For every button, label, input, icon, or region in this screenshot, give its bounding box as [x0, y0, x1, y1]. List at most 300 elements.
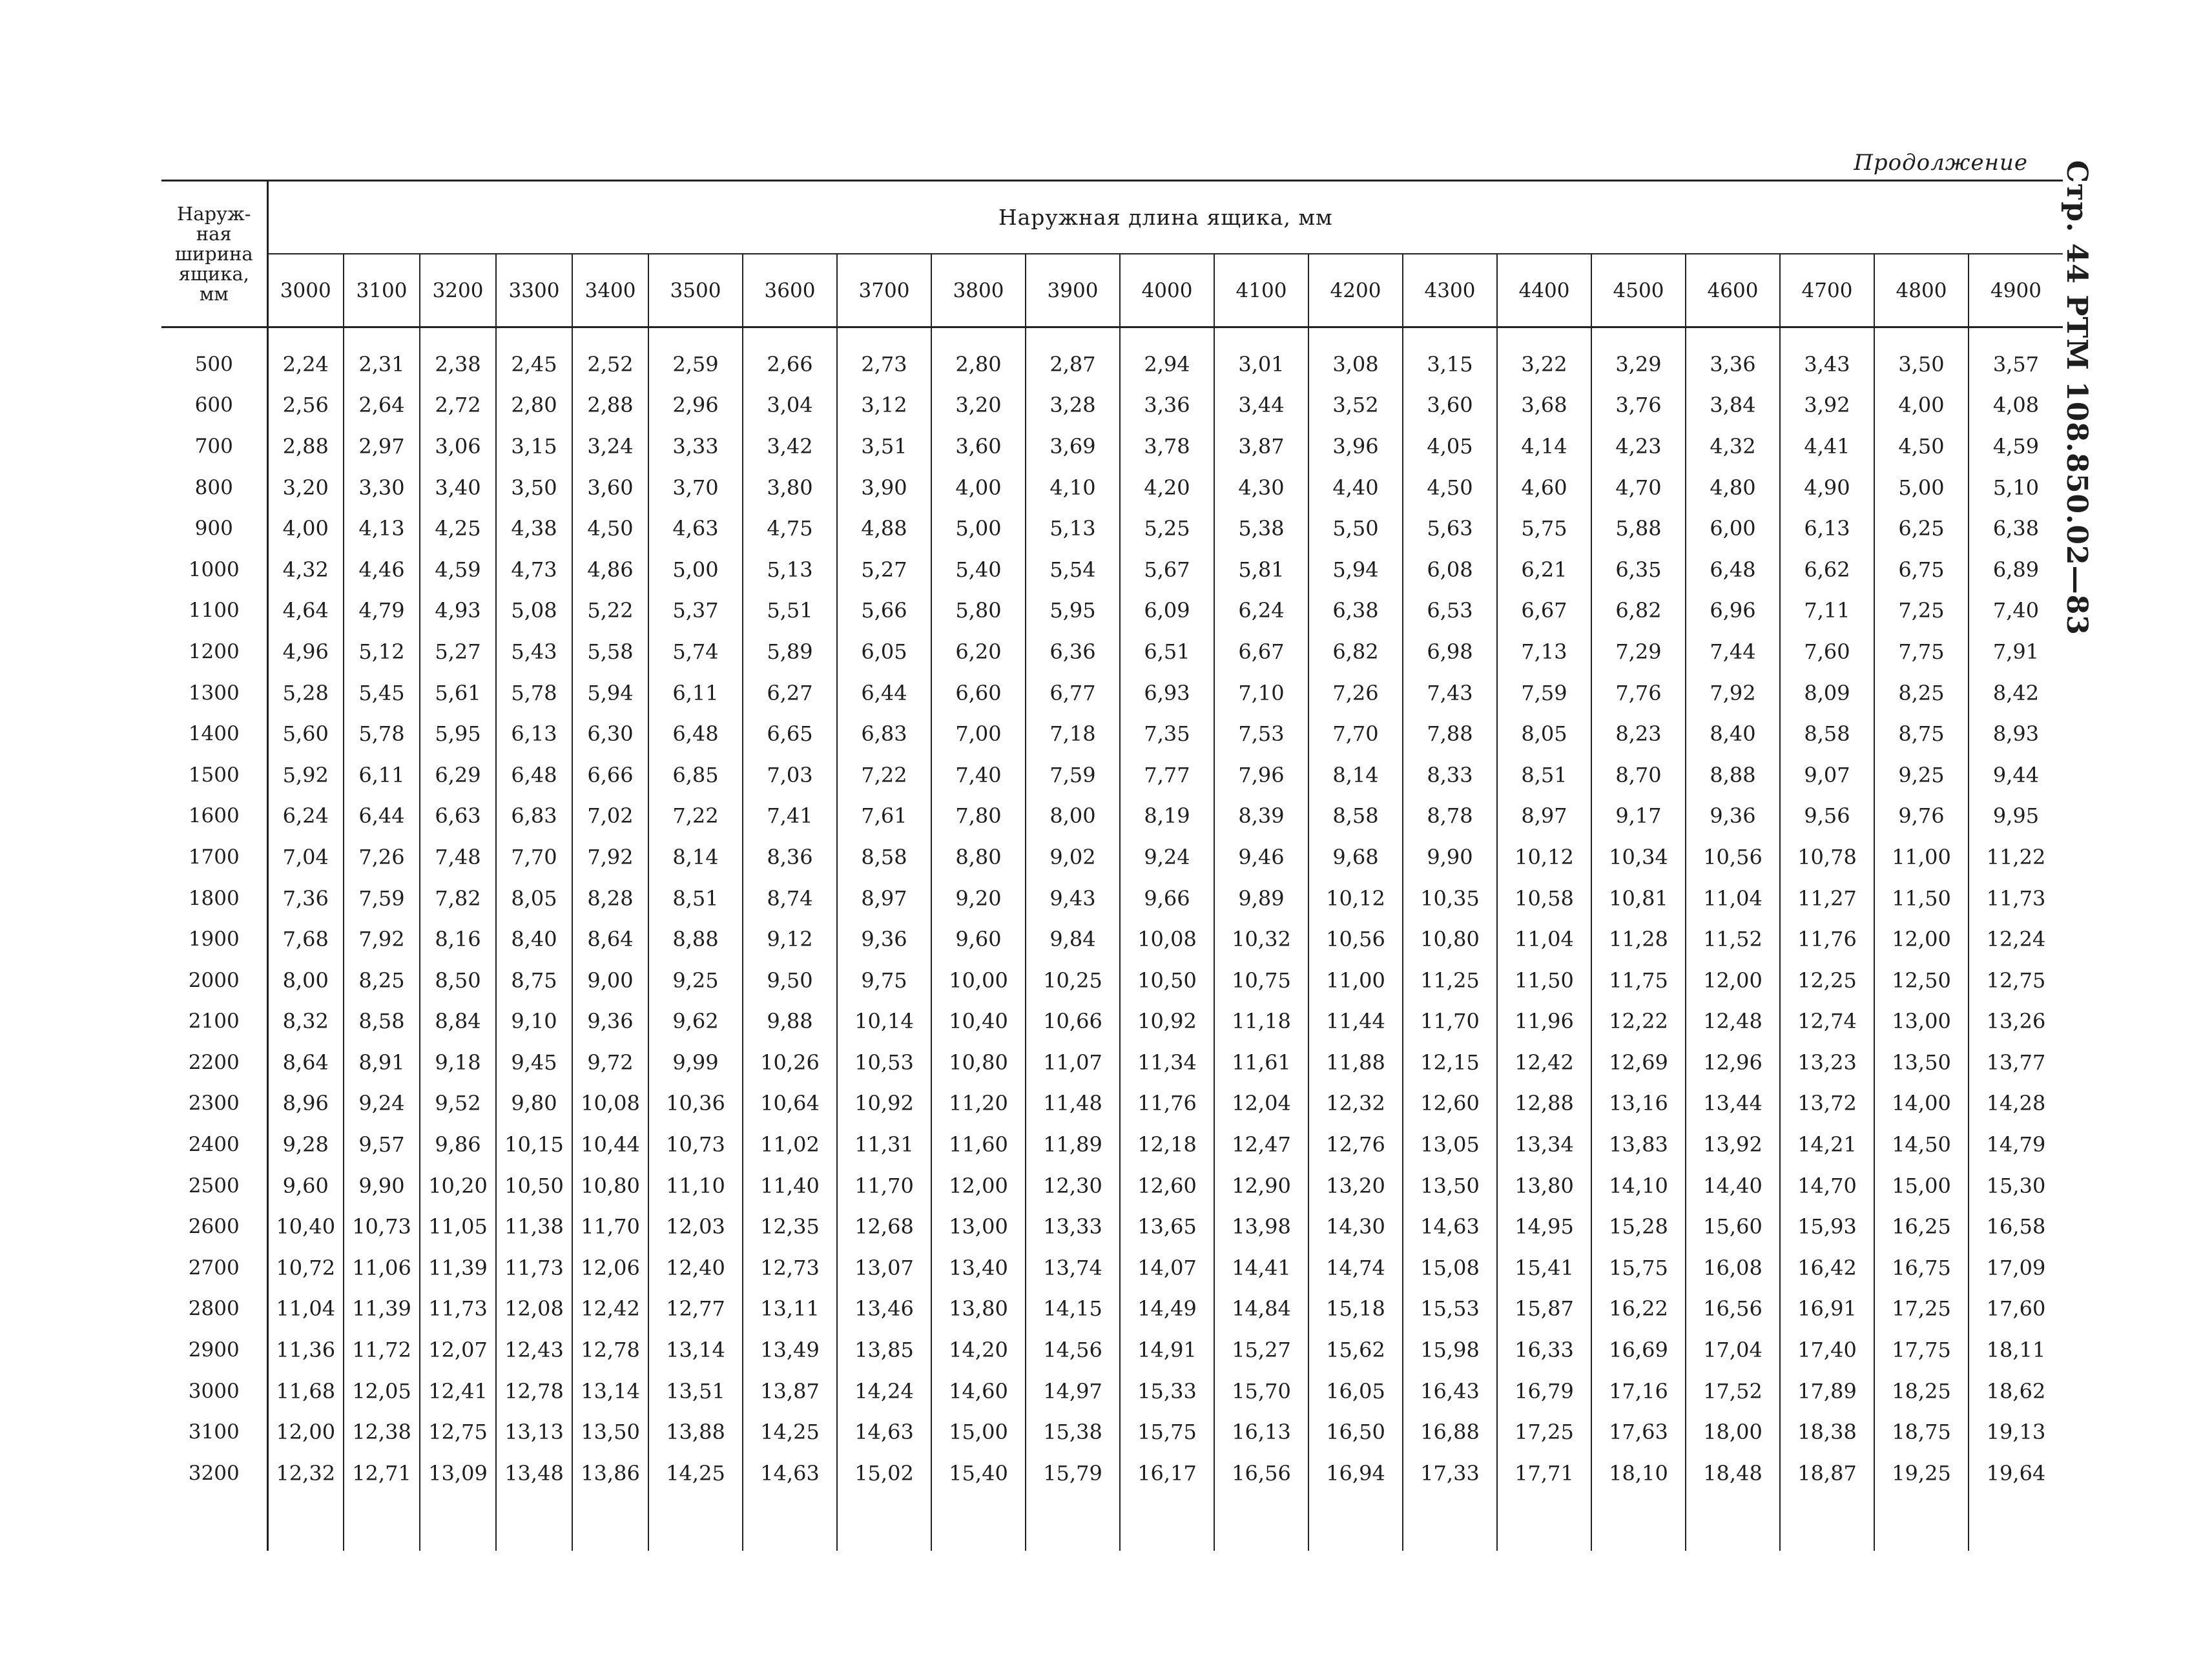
table-cell: 3,78: [1120, 426, 1214, 467]
table-cell: 16,43: [1403, 1371, 1497, 1412]
table-cell: 14,49: [1120, 1289, 1214, 1330]
table-cell: 13,05: [1403, 1124, 1497, 1165]
table-cell: 4,38: [496, 508, 572, 549]
table-cell: 9,44: [1992, 762, 2040, 787]
column-header: 3400: [572, 254, 648, 327]
table-cell: 7,82: [420, 878, 496, 919]
table-cell: 11,75: [1591, 960, 1686, 1001]
table-row: [161, 1206, 2063, 1247]
table-cell: 16,58: [1986, 1214, 2046, 1239]
table-cell: 8,00: [267, 960, 344, 1001]
table-cell: 8,33: [1403, 754, 1497, 796]
table-cell: 5,00: [931, 508, 1026, 549]
table-cell: 15,53: [1403, 1289, 1497, 1330]
table-row: [161, 1042, 2063, 1083]
table-cell: 6,75: [1874, 549, 1969, 590]
table-cell: 16,17: [1120, 1453, 1214, 1494]
table-cell: 9,00: [572, 960, 648, 1001]
table-cell: 6,83: [837, 713, 931, 754]
table-cell: 8,93: [1992, 721, 2040, 747]
table-cell: 7,35: [1120, 713, 1214, 754]
table-cell: 12,68: [837, 1206, 931, 1247]
table-cell: 2,97: [344, 426, 420, 467]
table-cell: 16,42: [1780, 1247, 1874, 1289]
row-header: 2700: [161, 1247, 267, 1289]
table-cell: 13,44: [1686, 1083, 1780, 1124]
table-cell: 11,36: [267, 1329, 344, 1371]
table-cell: 13,33: [1026, 1206, 1120, 1247]
column-header-row: [161, 254, 2063, 327]
column-header: 3500: [648, 254, 743, 327]
table-cell: 6,35: [1591, 549, 1686, 590]
table-row: [161, 1411, 2063, 1453]
table-cell: 3,15: [1403, 327, 1497, 385]
table-row: [161, 754, 2063, 796]
table-cell: 11,61: [1214, 1042, 1308, 1083]
table-cell: 11,05: [420, 1206, 496, 1247]
table-cell: 18,10: [1591, 1453, 1686, 1494]
table-cell: 15,75: [1120, 1411, 1214, 1453]
table-cell: 10,15: [496, 1124, 572, 1165]
table-cell: 13,46: [837, 1289, 931, 1330]
table-cell: 8,00: [1026, 796, 1120, 837]
table-cell: 10,00: [931, 960, 1026, 1001]
table-cell: 7,48: [420, 836, 496, 878]
table-row: [161, 467, 2063, 508]
row-header: 700: [161, 426, 267, 467]
table-cell: 4,05: [1403, 426, 1497, 467]
table-cell: 11,02: [743, 1124, 837, 1165]
table-row: [161, 1247, 2063, 1289]
table-cell: 4,25: [420, 508, 496, 549]
table-cell: 7,92: [344, 918, 420, 960]
table-cell: 9,10: [496, 1001, 572, 1042]
table-cell: 12,73: [743, 1247, 837, 1289]
table-cell: 5,94: [1308, 549, 1403, 590]
table-cell: 5,88: [1591, 508, 1686, 549]
table-cell: 3,60: [572, 467, 648, 508]
table-cell: 12,18: [1120, 1124, 1214, 1165]
table-cell: 7,04: [267, 836, 344, 878]
table-cell: 13,16: [1591, 1083, 1686, 1124]
column-header: 4100: [1214, 254, 1308, 327]
table-cell: 13,87: [743, 1371, 837, 1412]
table-cell: 4,79: [344, 590, 420, 632]
column-header: 3000: [267, 254, 344, 327]
table-cell: 3,50: [496, 467, 572, 508]
column-header: 3600: [743, 254, 837, 327]
table-cell: 10,14: [837, 1001, 931, 1042]
table-cell: 10,56: [1686, 836, 1780, 878]
table-cell: 5,13: [1026, 508, 1120, 549]
table-cell: 9,28: [267, 1124, 344, 1165]
table-cell: 4,40: [1308, 467, 1403, 508]
table-cell: 10,80: [572, 1165, 648, 1207]
table-cell: 9,90: [344, 1165, 420, 1207]
table-cell: 13,85: [837, 1329, 931, 1371]
table-cell: 16,22: [1591, 1289, 1686, 1330]
table-cell: 12,75: [420, 1411, 496, 1453]
table-cell: 3,04: [743, 385, 837, 426]
table-cell: 12,04: [1214, 1083, 1308, 1124]
table-cell: 7,70: [496, 836, 572, 878]
table-cell: 11,50: [1497, 960, 1591, 1001]
table-cell: 11,76: [1780, 918, 1874, 960]
table-cell: 3,06: [420, 426, 496, 467]
table-cell: 13,65: [1120, 1206, 1214, 1247]
table-cell: 6,38: [1308, 590, 1403, 632]
table-cell: 4,88: [837, 508, 931, 549]
table-cell: 12,78: [496, 1371, 572, 1412]
row-header: 1200: [161, 631, 267, 672]
table-cell: 3,69: [1026, 426, 1120, 467]
table-cell: 12,32: [1308, 1083, 1403, 1124]
table-cell: 12,77: [648, 1289, 743, 1330]
table-cell: 13,00: [931, 1206, 1026, 1247]
table-cell: 8,50: [420, 960, 496, 1001]
table-cell: 12,43: [496, 1329, 572, 1371]
table-cell: 9,02: [1026, 836, 1120, 878]
table-cell: 7,61: [837, 796, 931, 837]
table-cell: 13,77: [1986, 1050, 2046, 1075]
table-cell: 15,18: [1308, 1289, 1403, 1330]
table-cell: 5,25: [1120, 508, 1214, 549]
table-cell: 4,46: [344, 549, 420, 590]
table-cell: 14,24: [837, 1371, 931, 1412]
table-cell: 13,49: [743, 1329, 837, 1371]
table-cell: 14,95: [1497, 1206, 1591, 1247]
table-cell: 9,72: [572, 1042, 648, 1083]
column-header: 3800: [931, 254, 1026, 327]
table-cell: 15,40: [931, 1453, 1026, 1494]
table-cell: 14,25: [648, 1453, 743, 1494]
table-cell: 12,00: [1686, 960, 1780, 1001]
table-cell: 5,13: [743, 549, 837, 590]
table-cell: 12,60: [1120, 1165, 1214, 1207]
column-header: 4800: [1874, 254, 1969, 327]
table-cell: 3,33: [648, 426, 743, 467]
table-cell: 4,75: [743, 508, 837, 549]
table-cell: 6,36: [1026, 631, 1120, 672]
table-cell: 7,25: [1874, 590, 1969, 632]
table-cell: 5,22: [572, 590, 648, 632]
table-cell: 12,90: [1214, 1165, 1308, 1207]
table-cell: 12,15: [1403, 1042, 1497, 1083]
table-cell: 12,35: [743, 1206, 837, 1247]
table-cell: 16,50: [1308, 1411, 1403, 1453]
table-cell: 10,56: [1308, 918, 1403, 960]
table-row: [161, 385, 2063, 426]
table-cell: 15,00: [1874, 1165, 1969, 1207]
table-cell: 6,77: [1026, 672, 1120, 714]
table-cell: 6,98: [1403, 631, 1497, 672]
table-cell: 7,70: [1308, 713, 1403, 754]
table-cell: 8,88: [648, 918, 743, 960]
table-cell: 16,13: [1214, 1411, 1308, 1453]
table-cell: 10,53: [837, 1042, 931, 1083]
table-cell: 8,05: [496, 878, 572, 919]
table-cell: 18,00: [1686, 1411, 1780, 1453]
table-cell: 14,56: [1026, 1329, 1120, 1371]
table-cell: 5,60: [267, 713, 344, 754]
row-header: 1100: [161, 590, 267, 632]
column-header: 4900: [1969, 254, 2063, 327]
table-cell: 6,67: [1497, 590, 1591, 632]
column-group-heading: Наружная длина ящика, мм: [267, 181, 2063, 254]
table-cell: 11,27: [1780, 878, 1874, 919]
table-cell: 12,71: [344, 1453, 420, 1494]
table-cell: 16,75: [1874, 1247, 1969, 1289]
table-cell: 15,93: [1780, 1206, 1874, 1247]
table-cell: 4,00: [931, 467, 1026, 508]
table-cell: 5,67: [1120, 549, 1214, 590]
table-cell: 9,45: [496, 1042, 572, 1083]
column-header: 4500: [1591, 254, 1686, 327]
table-cell: 2,64: [344, 385, 420, 426]
table-row: [161, 508, 2063, 549]
table-cell: 14,63: [743, 1453, 837, 1494]
table-cell: 11,22: [1986, 844, 2046, 869]
table-row: [161, 1371, 2063, 1412]
table-cell: 8,58: [837, 836, 931, 878]
table-row: [161, 1453, 2063, 1494]
table-cell: 5,50: [1308, 508, 1403, 549]
table-cell: 8,40: [1686, 713, 1780, 754]
table-cell: 6,09: [1120, 590, 1214, 632]
column-header: 3300: [496, 254, 572, 327]
table-cell: 8,16: [420, 918, 496, 960]
table-cell: 8,36: [743, 836, 837, 878]
table-cell: 5,80: [931, 590, 1026, 632]
table-cell: 17,09: [1986, 1255, 2046, 1280]
table-cell: 12,06: [572, 1247, 648, 1289]
table-cell: 4,13: [344, 508, 420, 549]
table-cell: 10,36: [648, 1083, 743, 1124]
table-cell: 11,25: [1403, 960, 1497, 1001]
table-cell: 6,82: [1591, 590, 1686, 632]
table-cell: 12,22: [1591, 1001, 1686, 1042]
table-cell: 9,17: [1591, 796, 1686, 837]
table-cell: 7,43: [1403, 672, 1497, 714]
table-cell: 6,62: [1780, 549, 1874, 590]
table-cell: 11,34: [1120, 1042, 1214, 1083]
table-cell: 3,30: [344, 467, 420, 508]
table-cell: 5,27: [420, 631, 496, 672]
table-cell: 13,23: [1780, 1042, 1874, 1083]
table-cell: 4,50: [1403, 467, 1497, 508]
row-header: 1300: [161, 672, 267, 714]
table-cell: 9,86: [420, 1124, 496, 1165]
table-row: [161, 1083, 2063, 1124]
table-cell: 6,83: [496, 796, 572, 837]
table-cell: 9,89: [1214, 878, 1308, 919]
table-cell: 13,80: [1497, 1165, 1591, 1207]
table-cell: 12,74: [1780, 1001, 1874, 1042]
table-cell: 8,96: [267, 1083, 344, 1124]
table-cell: 10,26: [743, 1042, 837, 1083]
table-cell: 6,11: [344, 754, 420, 796]
table-cell: 7,40: [931, 754, 1026, 796]
table-cell: 7,02: [572, 796, 648, 837]
table-cell: 10,80: [931, 1042, 1026, 1083]
table-cell: 10,72: [267, 1247, 344, 1289]
table-cell: 11,52: [1686, 918, 1780, 960]
table-cell: 14,41: [1214, 1247, 1308, 1289]
table-cell: 12,75: [1986, 968, 2046, 993]
row-header: 2900: [161, 1329, 267, 1371]
table-cell: 5,40: [931, 549, 1026, 590]
table-cell: 2,24: [267, 327, 344, 385]
table-cell: 10,25: [1026, 960, 1120, 1001]
table-cell: 7,59: [1026, 754, 1120, 796]
table-cell: 12,40: [648, 1247, 743, 1289]
table-cell: 5,81: [1214, 549, 1308, 590]
table-row: [161, 1124, 2063, 1165]
table-cell: 14,30: [1308, 1206, 1403, 1247]
table-cell: 4,80: [1686, 467, 1780, 508]
table-cell: 12,41: [420, 1371, 496, 1412]
table-cell: 5,89: [743, 631, 837, 672]
table-cell: 13,26: [1986, 1009, 2046, 1034]
table-row: [161, 796, 2063, 837]
table-cell: 7,10: [1214, 672, 1308, 714]
table-cell: 14,40: [1686, 1165, 1780, 1207]
table-cell: 17,40: [1780, 1329, 1874, 1371]
table-cell: 11,31: [837, 1124, 931, 1165]
row-header: 1800: [161, 878, 267, 919]
table-cell: 18,75: [1874, 1411, 1969, 1453]
table-cell: 4,60: [1497, 467, 1591, 508]
column-header: 3700: [837, 254, 931, 327]
table-cell: 3,20: [267, 467, 344, 508]
table-cell: 9,43: [1026, 878, 1120, 919]
table-cell: 6,24: [1214, 590, 1308, 632]
table-cell: 5,92: [267, 754, 344, 796]
table-cell: 7,96: [1214, 754, 1308, 796]
table-cell: 3,15: [496, 426, 572, 467]
table-cell: 7,59: [1497, 672, 1591, 714]
table-cell: 17,16: [1591, 1371, 1686, 1412]
table-cell: 13,92: [1686, 1124, 1780, 1165]
table-cell: 5,00: [648, 549, 743, 590]
table-cell: 6,27: [743, 672, 837, 714]
table-cell: 8,25: [1874, 672, 1969, 714]
table-cell: 12,78: [572, 1329, 648, 1371]
table-cell: 11,39: [344, 1289, 420, 1330]
table-cell: 11,76: [1120, 1083, 1214, 1124]
table-cell: 7,22: [837, 754, 931, 796]
table-cell: 3,70: [648, 467, 743, 508]
column-header: 4600: [1686, 254, 1780, 327]
table-cell: 14,63: [837, 1411, 931, 1453]
table-cell: 8,75: [496, 960, 572, 1001]
table-cell: 5,45: [344, 672, 420, 714]
table-cell: 10,78: [1780, 836, 1874, 878]
table-cell: 2,38: [420, 327, 496, 385]
table-cell: 3,90: [837, 467, 931, 508]
table-cell: 7,44: [1686, 631, 1780, 672]
table-cell: 11,89: [1026, 1124, 1120, 1165]
table-cell: 10,08: [1120, 918, 1214, 960]
table-cell: 2,56: [267, 385, 344, 426]
table-cell: 3,20: [931, 385, 1026, 426]
table-cell: 18,25: [1874, 1371, 1969, 1412]
table-cell: 2,59: [648, 327, 743, 385]
table-cell: 7,26: [344, 836, 420, 878]
table-cell: 17,71: [1497, 1453, 1591, 1494]
table-cell: 15,27: [1214, 1329, 1308, 1371]
table-cell: 2,45: [496, 327, 572, 385]
table-cell: 8,40: [496, 918, 572, 960]
table-cell: 14,21: [1780, 1124, 1874, 1165]
table-cell: 19,13: [1986, 1420, 2046, 1445]
table-cell: 3,44: [1214, 385, 1308, 426]
table-cell: 8,84: [420, 1001, 496, 1042]
table-cell: 3,92: [1780, 385, 1874, 426]
table-cell: 3,50: [1874, 327, 1969, 385]
table-cell: 7,40: [1992, 598, 2040, 623]
table-cell: 15,02: [837, 1453, 931, 1494]
table-cell: 3,36: [1686, 327, 1780, 385]
table-cell: 12,96: [1686, 1042, 1780, 1083]
table-cell: 10,92: [1120, 1001, 1214, 1042]
row-header: 2100: [161, 1001, 267, 1042]
table-cell: 11,96: [1497, 1001, 1591, 1042]
table-cell: 5,95: [1026, 590, 1120, 632]
table-cell: 12,25: [1780, 960, 1874, 1001]
table-cell: 8,23: [1591, 713, 1686, 754]
table-cell: 13,48: [496, 1453, 572, 1494]
table-cell: 4,50: [1874, 426, 1969, 467]
table-row: [161, 1289, 2063, 1330]
table-cell: 9,62: [648, 1001, 743, 1042]
table-cell: 11,70: [572, 1206, 648, 1247]
table-cell: 12,00: [931, 1165, 1026, 1207]
table-cell: 4,00: [1874, 385, 1969, 426]
table-cell: 2,88: [267, 426, 344, 467]
table-cell: 13,13: [496, 1411, 572, 1453]
table-cell: 12,60: [1403, 1083, 1497, 1124]
table-cell: 3,87: [1214, 426, 1308, 467]
table-cell: 2,96: [648, 385, 743, 426]
table-cell: 3,22: [1497, 327, 1591, 385]
table-cell: 13,07: [837, 1247, 931, 1289]
table-cell: 12,05: [344, 1371, 420, 1412]
table-cell: 8,42: [1992, 680, 2040, 705]
table-cell: 11,04: [267, 1289, 344, 1330]
table-cell: 7,91: [1992, 639, 2040, 664]
column-header: 4000: [1120, 254, 1214, 327]
table-cell: 2,72: [420, 385, 496, 426]
table-spacer-row: [161, 1494, 2063, 1551]
table-cell: 12,42: [1497, 1042, 1591, 1083]
table-cell: 2,88: [572, 385, 648, 426]
table-cell: 8,80: [931, 836, 1026, 878]
table-cell: 4,86: [572, 549, 648, 590]
table-cell: 11,73: [420, 1289, 496, 1330]
table-cell: 16,05: [1308, 1371, 1403, 1412]
row-header: 600: [161, 385, 267, 426]
table-cell: 6,30: [572, 713, 648, 754]
table-cell: 17,25: [1874, 1289, 1969, 1330]
table-cell: 4,73: [496, 549, 572, 590]
table-cell: 3,08: [1308, 327, 1403, 385]
table-cell: 16,33: [1497, 1329, 1591, 1371]
table-cell: 11,07: [1026, 1042, 1120, 1083]
table-cell: 10,50: [1120, 960, 1214, 1001]
table-cell: 10,12: [1497, 836, 1591, 878]
table-cell: 12,07: [420, 1329, 496, 1371]
